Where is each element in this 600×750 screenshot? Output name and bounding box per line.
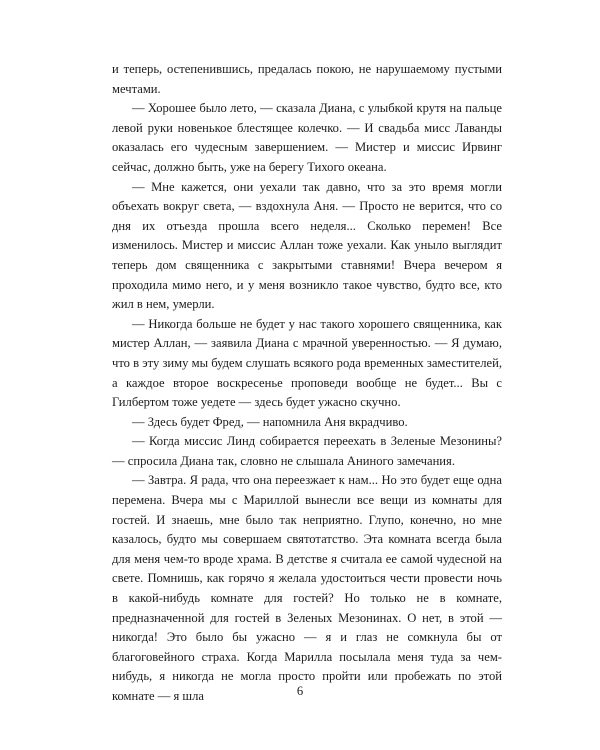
paragraph: — Завтра. Я рада, что она переезжает к нам... Но это будет еще одна перемена. Вчера мы с Мариллой вынесли все вещи из комнаты для гостей. И знаешь, мне было так неприятно. Глупо, конечно, но мне казалось, будто мы совершаем святотатство. Эта комната всегда была для меня чем-то вроде храма. В детстве я считала ее самой чудесной на свете. Помнишь, как горячо я желала удостоиться чести провести ночь в какой-нибудь комнате для гостей? Но только не в комнате, предназначенной для гостей в Зеленых Мезонинах. О нет, в этой — никогда! Это было бы ужасно — я и глаз не сомкнула бы от благоговейного страха. Когда Марилла посылала меня туда за чем-нибудь, я никогда не могла просто пройти или пробежать по этой комнате — я шла — [112, 473, 502, 703]
paragraph: — Когда миссис Линд собирается переехать в Зеленые Мезонины? — спросила Диана так, словно не слышала Аниного замечания. — [112, 434, 502, 468]
paragraph: — Никогда больше не будет у нас такого хорошего священника, как мистер Аллан, — заявила Диана с мрачной уверенностью. — Я думаю, что в эту зиму мы будем слушать всякого рода временных заместителей, а каждое второе воскресенье проповеди вообще не будет... Вы с Гилбертом тоже уедете — здесь будет ужасно скучно. — [112, 316, 502, 410]
body-text — [112, 60, 502, 707]
paragraph: — Хорошее было лето, — сказала Диана, с улыбкой крутя на пальце левой руки новенькое блестящее колечко. — И свадьба мисс Лаванды оказалась его чудесным завершением. — Мистер и миссис Ирвинг сейчас, должно быть, уже на берегу Тихого океана. — [112, 101, 502, 174]
paragraph: — Здесь будет Фред, — напомнила Аня вкрадчиво. — [132, 414, 408, 429]
paragraph-continuation: и теперь, остепенившись, предалась покою, не нарушаемому пустыми мечтами. — [112, 62, 502, 96]
page-number: 6 — [296, 684, 304, 698]
paragraph: — Мне кажется, они уехали так давно, что за это время могли объехать вокруг света, — вздохнула Аня. — Просто не верится, что со дня их отъезда прошла всего неделя... Сколько перемен! Все изменилось. Мистер и миссис Аллан тоже уехали. Как уныло выглядит теперь дом священника с закрытыми ставнями! Вчера вечером я проходила мимо него, и у меня возникло такое чувство, будто все, кто жил в нем, умерли. — [112, 179, 502, 312]
